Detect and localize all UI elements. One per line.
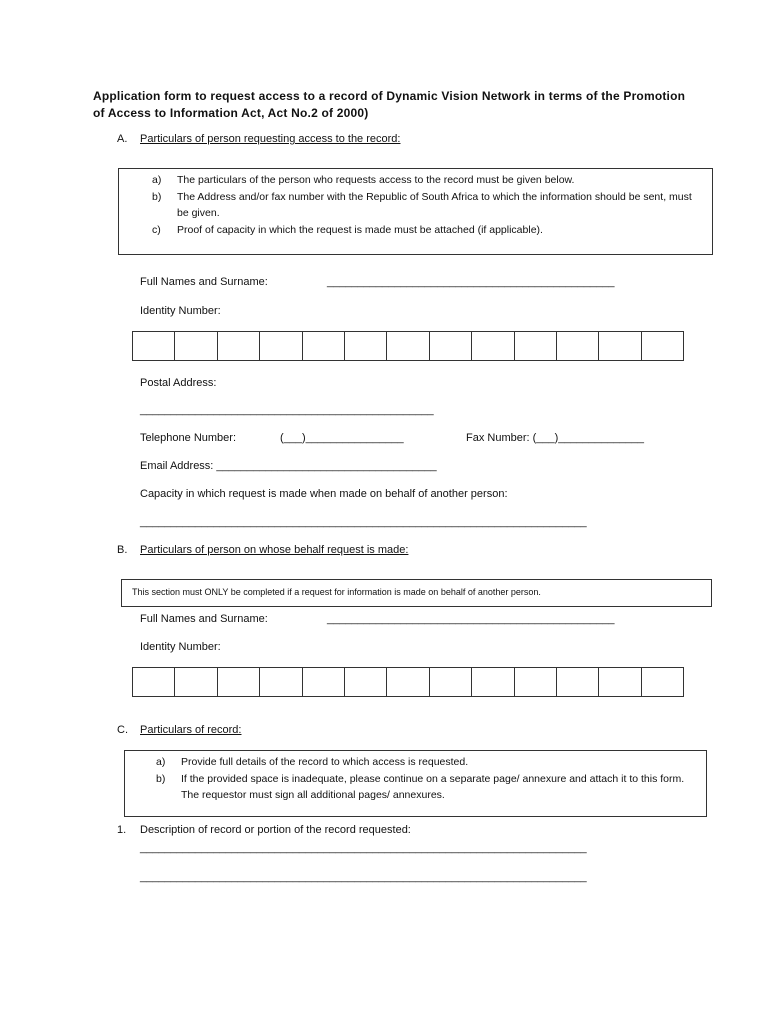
id-digit-cell[interactable] bbox=[175, 332, 217, 360]
record-description-line-1[interactable]: _________________________________________________________________________ bbox=[140, 842, 587, 854]
id-digit-cell[interactable] bbox=[430, 668, 472, 696]
item-number: 1. bbox=[117, 824, 127, 836]
id-digit-cell[interactable] bbox=[557, 668, 599, 696]
behalf-full-names-field[interactable]: _______________________________________________ bbox=[327, 613, 615, 625]
section-b-note: This section must ONLY be completed if a request for information is made on behalf of another person. bbox=[132, 587, 541, 597]
id-digit-cell[interactable] bbox=[430, 332, 472, 360]
identity-number-grid[interactable] bbox=[132, 331, 684, 361]
capacity-field[interactable]: _________________________________________________________________________ bbox=[140, 516, 587, 528]
id-digit-cell[interactable] bbox=[303, 332, 345, 360]
id-digit-cell[interactable] bbox=[642, 332, 683, 360]
section-a-heading bbox=[117, 133, 517, 147]
id-digit-cell[interactable] bbox=[218, 668, 260, 696]
identity-number-label: Identity Number: bbox=[140, 305, 221, 317]
section-a-instructions bbox=[152, 172, 697, 238]
postal-address-field[interactable]: ________________________________________________ bbox=[140, 404, 434, 416]
telephone-label: Telephone Number: bbox=[140, 432, 237, 444]
section-b-letter: B. bbox=[117, 544, 128, 556]
record-instruction-a: a) Provide full details of the record to which access is requested. bbox=[156, 756, 469, 768]
id-digit-cell[interactable] bbox=[387, 332, 429, 360]
id-digit-cell[interactable] bbox=[345, 332, 387, 360]
id-digit-cell[interactable] bbox=[133, 668, 175, 696]
id-digit-cell[interactable] bbox=[515, 668, 557, 696]
section-a-title: Particulars of person requesting access to the record: bbox=[140, 133, 401, 145]
full-names-label: Full Names and Surname: bbox=[140, 276, 268, 288]
id-digit-cell[interactable] bbox=[515, 332, 557, 360]
id-digit-cell[interactable] bbox=[599, 668, 641, 696]
id-digit-cell[interactable] bbox=[387, 668, 429, 696]
behalf-identity-label: Identity Number: bbox=[140, 641, 221, 653]
id-digit-cell[interactable] bbox=[133, 332, 175, 360]
capacity-label: Capacity in which request is made when made on behalf of another person: bbox=[140, 488, 508, 500]
id-digit-cell[interactable] bbox=[175, 668, 217, 696]
id-digit-cell[interactable] bbox=[260, 332, 302, 360]
email-address-field[interactable]: Email Address: ____________________________________ bbox=[140, 460, 437, 472]
id-digit-cell[interactable] bbox=[642, 668, 683, 696]
id-digit-cell[interactable] bbox=[599, 332, 641, 360]
instruction-a: a) The particulars of the person who requests access to the record must be given below. bbox=[152, 174, 575, 186]
instruction-b: b) The Address and/or fax number with the Republic of South Africa to which the information should be sent, must be given. bbox=[152, 190, 692, 219]
id-digit-cell[interactable] bbox=[260, 668, 302, 696]
id-digit-cell[interactable] bbox=[472, 668, 514, 696]
behalf-identity-grid[interactable] bbox=[132, 667, 684, 697]
section-c-heading bbox=[117, 724, 517, 738]
section-c-letter: C. bbox=[117, 724, 128, 736]
behalf-full-names-label: Full Names and Surname: bbox=[140, 613, 268, 625]
postal-address-label: Postal Address: bbox=[140, 377, 217, 389]
id-digit-cell[interactable] bbox=[345, 668, 387, 696]
section-c-instructions bbox=[156, 754, 691, 804]
document-title: Application form to request access to a record of Dynamic Vision Network in terms of the Promotion of Access to Information Act, Act No.2 of 2000) bbox=[93, 89, 686, 120]
id-digit-cell[interactable] bbox=[472, 332, 514, 360]
id-digit-cell[interactable] bbox=[303, 668, 345, 696]
instruction-c: c) Proof of capacity in which the request is made must be attached (if applicable). bbox=[152, 223, 543, 236]
telephone-field[interactable]: (___)________________ bbox=[280, 432, 404, 444]
record-description-label: Description of record or portion of the record requested: bbox=[140, 824, 411, 836]
section-c-title: Particulars of record: bbox=[140, 724, 242, 736]
fax-number-field[interactable]: Fax Number: (___)______________ bbox=[466, 432, 644, 444]
section-a-letter: A. bbox=[117, 133, 128, 145]
id-digit-cell[interactable] bbox=[218, 332, 260, 360]
full-names-field[interactable]: _______________________________________________ bbox=[327, 276, 615, 288]
section-b-heading bbox=[117, 544, 517, 558]
id-digit-cell[interactable] bbox=[557, 332, 599, 360]
record-description-line-2[interactable]: _________________________________________________________________________ bbox=[140, 871, 587, 883]
record-instruction-b: b) If the provided space is inadequate, please continue on a separate page/ annexure and attach it to this form. The requestor must sign all additional pages/ annexures. bbox=[156, 772, 685, 801]
section-b-title: Particulars of person on whose behalf request is made: bbox=[140, 544, 409, 556]
